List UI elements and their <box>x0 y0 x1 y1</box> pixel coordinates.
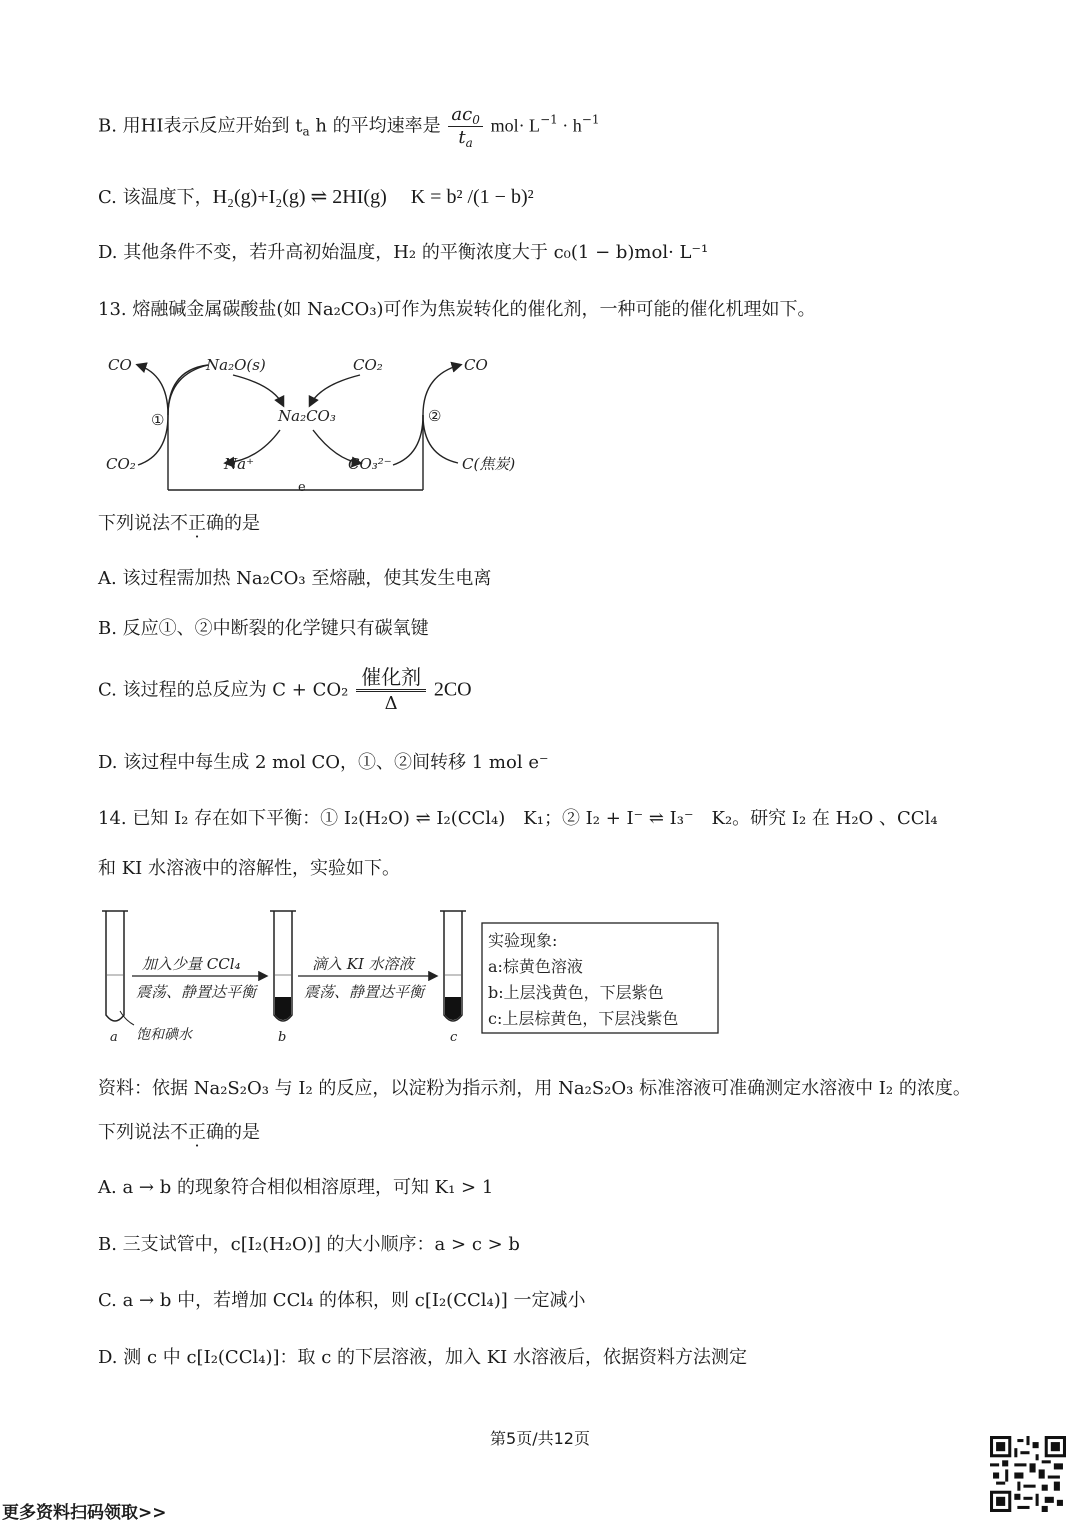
test-tube-a <box>106 911 124 1021</box>
circle-1: ① <box>151 411 165 429</box>
arrow1-top: 加入少量 CCl₄ <box>142 955 241 973</box>
page-number: 第5页/共12页 <box>490 1429 590 1448</box>
q13-prompt: 下列说法不正确的是 <box>98 513 260 534</box>
co-left: CO <box>108 356 132 374</box>
q12-option-c: C. 该温度下，H₂(g)+I₂(g) ⇌ 2HI(g) K = b² /(1 − b)² <box>98 186 534 208</box>
catalyst-condition: 催化剂 Δ <box>356 665 426 716</box>
box-title: 实验现象: <box>488 931 558 950</box>
catalysis-mechanism-diagram <box>98 345 538 500</box>
more-resources-link[interactable]: 更多资料扫码领取>> <box>2 1503 167 1523</box>
rate-fraction: $\frac{ac_0}{t_a}$ <box>448 104 482 149</box>
q13-option-d: D. 该过程中每生成 2 mol CO，①、②间转移 1 mol e⁻ <box>98 752 549 773</box>
label-a: a <box>110 1030 118 1045</box>
q14-option-a: A. a → b 的现象符合相似相溶原理，可知 K₁ > 1 <box>98 1177 494 1198</box>
qr-code-icon[interactable] <box>990 1436 1066 1512</box>
label-b: b <box>278 1030 287 1045</box>
circle-2: ② <box>428 407 442 425</box>
na2co3-label: Na₂CO₃ <box>278 407 336 425</box>
co3-label: CO₃²⁻ <box>348 455 392 473</box>
q13-stem: 13. 熔融碱金属碳酸盐(如 Na₂CO₃)可作为焦炭转化的催化剂，一种可能的催化机理如下。 <box>98 299 816 320</box>
box-a: a:棕黄色溶液 <box>488 957 583 976</box>
na-plus-label: Na⁺ <box>224 455 254 473</box>
q13-option-b: B. 反应①、②中断裂的化学键只有碳氧键 <box>98 618 429 639</box>
arrow2-bottom: 震荡、静置达平衡 <box>304 983 425 1001</box>
label-c: c <box>450 1030 458 1045</box>
q14-stem-1: 14. 已知 I₂ 存在如下平衡：① I₂(H₂O) ⇌ I₂(CCl₄) K₁；② I₂ + I⁻ ⇌ I₃⁻ K₂。研究 I₂ 在 H₂O 、CCl₄ <box>98 808 938 829</box>
box-c: c:上层棕黄色，下层浅紫色 <box>488 1009 679 1028</box>
coke-label: C(焦炭) <box>462 455 516 473</box>
q14-stem-2: 和 KI 水溶液中的溶解性，实验如下。 <box>98 858 400 879</box>
na2o-label: Na₂O(s) <box>206 356 266 374</box>
label-saturated-iodine-water: 饱和碘水 <box>136 1027 192 1043</box>
q14-prompt: 下列说法不正确的是 <box>98 1122 260 1143</box>
q13-option-a: A. 该过程需加热 Na₂CO₃ 至熔融，使其发生电离 <box>98 568 492 589</box>
q14-option-d: D. 测 c 中 c[I₂(CCl₄)]：取 c 的下层溶液，加入 KI 水溶液后，依据资料方法测定 <box>98 1347 748 1368</box>
q14-info: 资料：依据 Na₂S₂O₃ 与 I₂ 的反应，以淀粉为指示剂，用 Na₂S₂O₃ 标准溶液可准确测定水溶液中 I₂ 的浓度。 <box>98 1078 971 1099</box>
co2-left: CO₂ <box>106 455 136 473</box>
electron-label: e <box>298 480 306 495</box>
co-right: CO <box>464 356 488 374</box>
box-b: b:上层浅黄色，下层紫色 <box>488 983 664 1002</box>
iodine-experiment-diagram <box>98 903 728 1048</box>
arrow1-bottom: 震荡、静置达平衡 <box>136 983 257 1001</box>
q12-option-d: D. 其他条件不变，若升高初始温度，H₂ 的平衡浓度大于 c₀(1 − b)mol· L⁻¹ <box>98 242 709 263</box>
q14-option-b: B. 三支试管中，c[I₂(H₂O)] 的大小顺序：a > c > b <box>98 1234 520 1255</box>
q12-option-b: B. 用HI表示反应开始到 $t_a$ h 的平均速率是 $\frac{ac_0}{t_a}$ $mol\cdot L^{-1} \cdot h^{-1}$ <box>98 104 600 150</box>
co2-top: CO₂ <box>353 356 383 374</box>
q14-option-c: C. a → b 中，若增加 CCl₄ 的体积，则 c[I₂(CCl₄)] 一定减小 <box>98 1290 586 1311</box>
q13-option-c: C. 该过程的总反应为 C + CO₂ 催化剂 Δ 2CO <box>98 665 472 714</box>
arrow2-top: 滴入 KI 水溶液 <box>312 955 414 973</box>
